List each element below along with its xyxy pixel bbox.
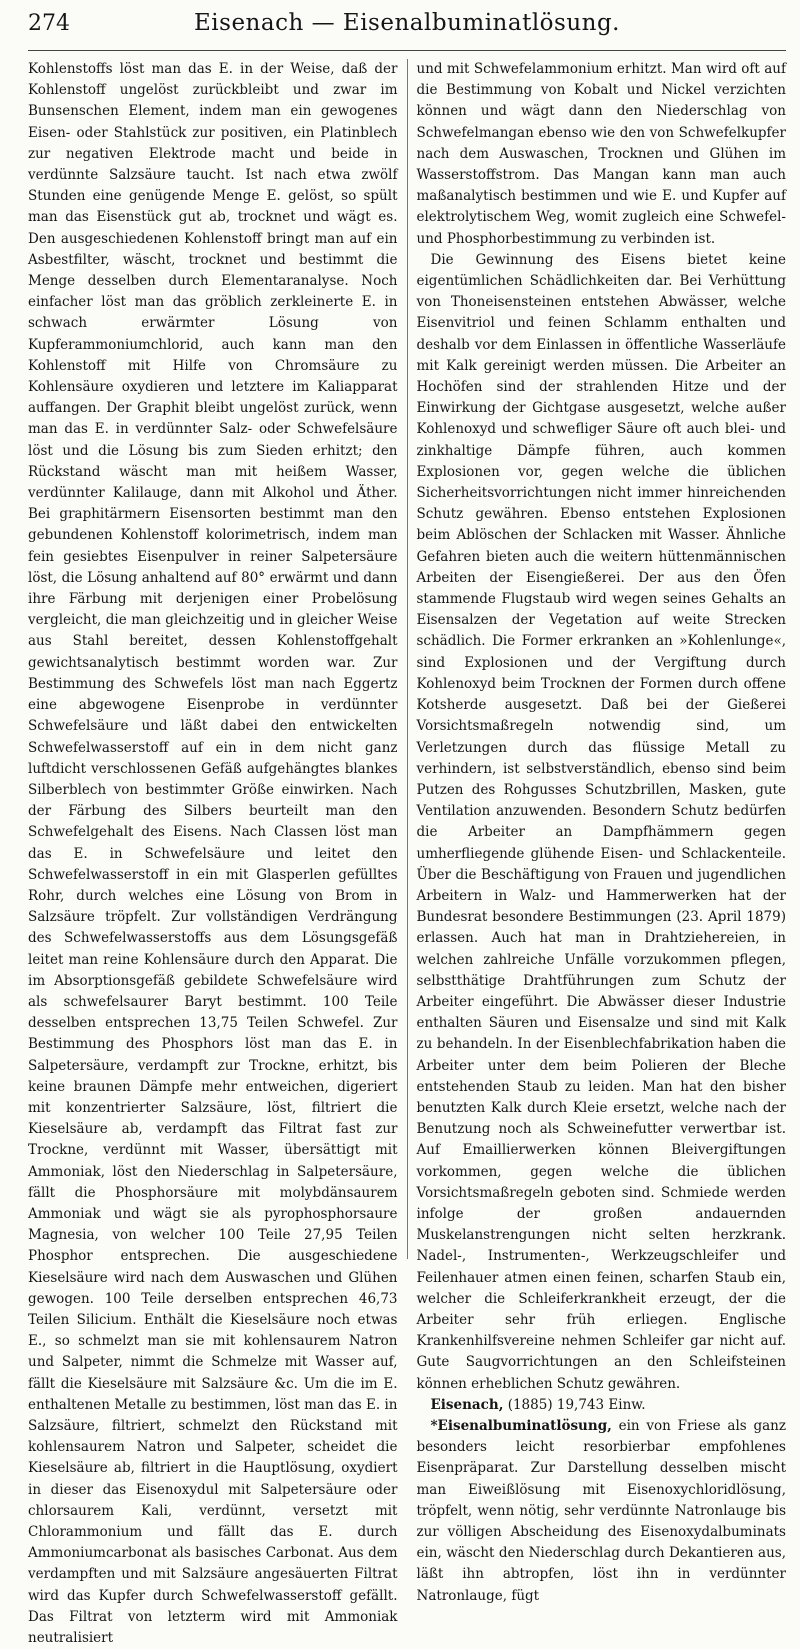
column-divider [407, 59, 408, 1259]
right-column [416, 59, 787, 1604]
paragraph: Kohlenstoffs löst man das E. in der Weise, daß der Kohlenstoff ungelöst zurückbleibt und zwar im Bunsenschen Element, indem man ein gewogenes Eisen- oder Stahlstück zur positiven, ein Platinblech zur negativen Elektrode macht und beide in verdünnte Salzsäure taucht. Ist nach etwa zwölf Stunden eine genügende Menge E. gelöst, so spült man das Eisenstück gut ab, trocknet und wägt es. Den ausgeschiedenen Kohlenstoff bringt man auf ein Asbestfilter, wäscht, trocknet und bestimmt die Menge desselben durch Elementaranalyse. Noch einfacher löst man das gröblich zerkleinerte E. in schwach erwärmter Lösung von Kupferammoniumchlorid, auch kann man den Kohlenstoff mit Hilfe von Chromsäure zu Kohlensäure oxydieren und letztere im Kaliapparat auffangen. Der Graphit bleibt ungelöst zurück, wenn man das E. in verdünnter Salz- oder Schwefelsäure löst und die Lösung bis zum Sieden erhitzt; den Rückstand wäscht man mit heißem Wasser, verdünnter Kalilauge, dann mit Alkohol und Äther. Bei graphitärmern Eisensorten bestimmt man den gebundenen Kohlenstoff kolorimetrisch, indem man fein gesiebtes Eisenpulver in reiner Salpetersäure löst, die Lösung anhaltend auf 80° erwärmt und dann ihre Färbung mit derjenigen einer Probelösung vergleicht, die man gleichzeitig und in gleicher Weise aus Stahl bereitet, dessen Kohlenstoffgehalt gewichtsanalytisch bestimmt worden war. Zur Bestimmung des Schwefels löst man nach Eggertz eine abgewogene Eisenprobe in verdünnter Schwefelsäure und läßt dabei den entwickelten Schwefelwasserstoff auf ein in dem nicht ganz luftdicht verschlossenen Gefäß aufgehängtes blankes Silberblech von bestimmter Größe einwirken. Nach der Färbung des Silbers beurteilt man den Schwefelgehalt des Eisens. Nach Classen löst man das E. in Schwefelsäure und leitet den Schwefelwasserstoff in ein mit Glasperlen gefülltes Rohr, durch welches eine Lösung von Brom in Salzsäure tröpfelt. Zur vollständigen Verdrängung des Schwefelwasserstoffs aus dem Lösungsgefäß leitet man reine Kohlensäure durch den Apparat. Die im Absorptionsgefäß gebildete Schwefelsäure wird als schwefelsaurer Baryt bestimmt. 100 Teile desselben entsprechen 13,75 Teilen Schwefel. Zur Bestimmung des Phosphors löst man das E. in Salpetersäure, verdampft zur Trockne, erhitzt, bis keine braunen Dämpfe mehr entweichen, digeriert mit konzentrierter Salzsäure, löst, filtriert die Kieselsäure ab, verdampft das Filtrat fast zur Trockne, verdünnt mit Wasser, übersättigt mit Ammoniak, löst den Niederschlag in Salpetersäure, fällt die Phosphorsäure mit molybdänsaurem Ammoniak und wägt sie als pyrophosphorsaure Magnesia, von welcher 100 Teile 27,95 Teilen Phosphor entsprechen. Die ausgeschiedene Kieselsäure wird nach dem Auswaschen und Glühen gewogen. 100 Teile derselben entsprechen 46,73 Teilen Silicium. Enthält die Kieselsäure noch etwas E., so schmelzt man sie mit kohlensaurem Natron und Salpeter, nimmt die Schmelze mit Wasser auf, fällt die Kieselsäure mit Salzsäure &c. Um die im E. enthaltenen Metalle zu bestimmen, löst man das E. in Salzsäure, filtriert, schmelzt den Rückstand mit kohlensaurem Natron und Salpeter, scheidet die Kieselsäure ab, filtriert in die Hauptlösung, oxydiert in dieser das Eisenoxydul mit Salpetersäure oder chlorsaurem Kali, verdünnt, versetzt mit Chlorammonium und fällt das E. durch Ammoniumcarbonat als basisches Carbonat. Aus dem verdampften und mit Salzsäure angesäuerten Filtrat wird das Kupfer durch Schwefelwasserstoff gefällt. Das Filtrat von letzterm wird mit Ammoniak neutralisiert [28, 61, 398, 1647]
entry-eisenach [417, 1395, 787, 1416]
entry-eisenalbuminatloesung [417, 1416, 787, 1607]
page-number: 274 [28, 11, 70, 36]
text-columns [28, 59, 786, 1647]
paragraph: Die Gewinnung des Eisens bietet keine eigentümlichen Schädlichkeiten dar. Bei Verhüttung von Thoneisensteinen entstehen Abwässer, welche Eisenvitriol und feinen Schlamm enthalten und deshalb vor dem Einlassen in öffentliche Wasserläufe mit Kalk gereinigt werden müssen. Die Arbeiter an Hochöfen sind der strahlenden Hitze und der Einwirkung der Gichtgase ausgesetzt, welche außer Kohlenoxyd und schwefliger Säure oft auch blei- und zinkhaltige Dämpfe führen, auch kommen Explosionen vor, gegen welche die üblichen Sicherheitsvorrichtungen nicht immer hinreichenden Schutz gewähren. Ebenso entstehen Explosionen beim Ablöschen der Schlacken mit Wasser. Ähnliche Gefahren bieten auch die weitern hüttenmännischen Arbeiten der Eisengießerei. Der aus den Öfen stammende Flugstaub wird wegen seines Gehalts an Eisensalzen der Vegetation auf weite Strecken schädlich. Die Former erkranken an »Kohlenlunge«, sind Explosionen und der Vergiftung durch Kohlenoxyd beim Trocknen der Formen durch offene Kotsherde ausgesetzt. Daß bei der Gießerei Vorsichtsmaßregeln notwendig sind, um Verletzungen durch das flüssige Metall zu verhindern, ist selbstverständlich, ebenso sind beim Putzen des Rohgusses Schutzbrillen, Masken, gute Ventilation anzuwenden. Besondern Schutz bedürfen die Arbeiter an Dampfhämmern gegen umherfliegende glühende Eisen- und Schlackenteile. Über die Beschäftigung von Frauen und jugendlichen Arbeitern in Walz- und Hammerwerken hat der Bundesrat besondere Bestimmungen (23. April 1879) erlassen. Auch hat man in Drahtziehereien, in welchen zahlreiche Unfälle vorzukommen pflegen, selbstthätige Drahtführungen zum Schutz der Arbeiter eingeführt. Die Abwässer dieser Industrie enthalten Säuren und Eisensalze und sind mit Kalk zu behandeln. In der Eisenblechfabrikation haben die Arbeiter unter dem beim Polieren der Bleche entstehenden Staub zu leiden. Man hat den bisher benutzten Kalk durch Kleie ersetzt, welche nach der Benutzung noch als Schweinefutter verwertbar ist. Auf Emaillierwerken können Bleivergiftungen vorkommen, gegen welche die üblichen Vorsichtsmaßregeln geboten sind. Schmiede werden infolge der großen andauernden Muskelanstrengungen nicht selten herzkrank. Nadel-, Instrumenten-, Werkzeugschleifer und Feilenhauer atmen einen feinen, scharfen Staub ein, welcher die Schleiferkrankheit erzeugt, der die Arbeiter sehr früh erliegen. Englische Krankenhilfsvereine nehmen Schleifer gar nicht auf. Gute Saugvorrichtungen an den Schleifsteinen können erheblichen Schutz gewähren. [416, 251, 786, 1392]
entry-text: (1885) 19,743 Einw. [503, 1396, 646, 1413]
entry-headword: *Eisenalbuminatlösung, [430, 1418, 612, 1434]
page-header [28, 10, 786, 51]
running-title: Eisenach — Eisenalbuminatlösung. [194, 10, 620, 36]
entry-text: ein von Friese als ganz besonders leicht resorbierbar empfohlenes Eisenpräparat. Zur Darstellung desselben mischt man Eiweißlösung mit Eisenoxychloridlösung, tröpfelt, wenn nötig, sehr verdünnte Natronlauge bis zur völligen Abscheidung des Eisenoxydalbuminats ein, wäscht den Niederschlag durch Dekantieren aus, läßt ihn abtropfen, löst ihn in verdünnter Natronlauge, fügt [416, 1418, 786, 1604]
left-column [28, 59, 398, 1647]
entry-headword: Eisenach, [430, 1396, 504, 1413]
paragraph: und mit Schwefelammonium erhitzt. Man wird oft auf die Bestimmung von Kobalt und Nickel verzichten können und wägt dann den Niederschlag von Schwefelmangan ebenso wie den von Schwefelkupfer nach dem Auswaschen, Trocknen und Glühen im Wasserstoffstrom. Das Mangan kann man auch maßanalytisch bestimmen und wie E. und Kupfer auf elektrolytischem Weg, womit zugleich eine Schwefel- und Phosphorbestimmung zu verbinden ist. [416, 61, 786, 247]
